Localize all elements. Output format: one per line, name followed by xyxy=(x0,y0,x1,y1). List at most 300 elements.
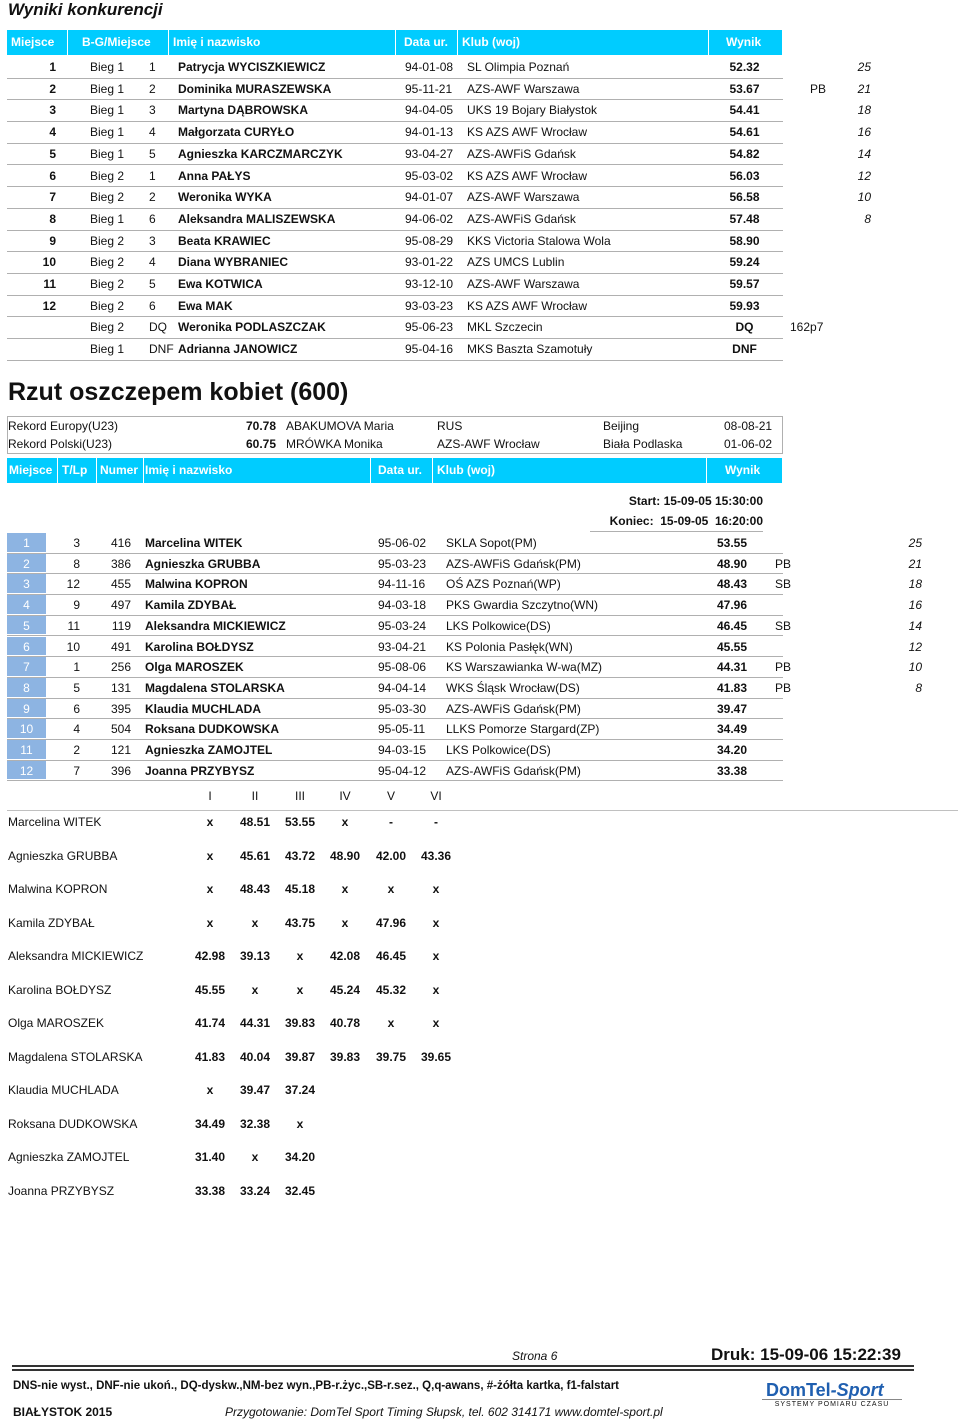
result: 54.61 xyxy=(729,125,760,140)
club: WKS Śląsk Wrocław(DS) xyxy=(446,680,580,695)
page-number: Strona 6 xyxy=(512,1349,558,1363)
tlp: 3 xyxy=(73,536,80,550)
athlete-name: Aleksandra MICKIEWICZ xyxy=(8,949,144,963)
birth-date: 95-08-06 xyxy=(378,660,427,675)
attempt-value: 45.24 xyxy=(329,982,361,997)
athlete-name: Klaudia MUCHLADA xyxy=(8,1083,119,1097)
heat: Bieg 2 xyxy=(90,168,125,183)
col-result: Wynik xyxy=(725,463,761,477)
bib-number: 416 xyxy=(110,536,131,550)
heat-place: 6 xyxy=(149,298,156,313)
bib-number: 121 xyxy=(110,743,131,757)
prepared-by: Przygotowanie: DomTel Sport Timing Słupsk, tel. 602 314171 www.domtel-sport.pl xyxy=(225,1405,663,1419)
place: 2 xyxy=(49,81,56,96)
athlete-name: Dominika MURASZEWSKA xyxy=(178,81,332,96)
attempt-value: x xyxy=(206,1083,214,1097)
place: 9 xyxy=(49,233,56,248)
attempt-value: 45.61 xyxy=(239,848,271,863)
club: SKLA Sopot(PM) xyxy=(446,536,537,550)
athlete-name: Agnieszka GRUBBA xyxy=(8,848,118,863)
attempt-value: 39.75 xyxy=(375,1049,407,1064)
attempt-value: x xyxy=(432,1016,440,1030)
table-row xyxy=(7,79,871,101)
attempt-value: 39.83 xyxy=(284,1016,316,1030)
club: KS AZS AWF Wrocław xyxy=(467,168,588,183)
place: 8 xyxy=(49,211,56,226)
place: 6 xyxy=(49,168,56,183)
table-row xyxy=(7,339,783,361)
col-miejsce: Miejsce xyxy=(7,30,68,55)
attempt-value: x xyxy=(387,882,395,896)
tlp: 11 xyxy=(67,618,80,633)
attempt-value: - xyxy=(389,815,393,829)
tlp: 1 xyxy=(73,660,80,675)
result: 53.67 xyxy=(729,81,760,96)
points: 12 xyxy=(857,168,871,183)
table-row xyxy=(7,740,783,761)
club: LKS Polkowice(DS) xyxy=(446,743,551,757)
bib-number: 455 xyxy=(110,577,131,592)
record-place: Beijing xyxy=(603,419,640,433)
heat-place: 5 xyxy=(149,146,156,161)
athlete-name: Agnieszka GRUBBA xyxy=(145,556,261,571)
attempt-value: x xyxy=(206,848,214,863)
table2-header xyxy=(7,458,782,483)
result: 59.57 xyxy=(729,277,760,291)
club: PKS Gwardia Szczytno(WN) xyxy=(446,598,599,613)
place: 1 xyxy=(49,60,56,74)
col-date: Data ur. xyxy=(371,458,433,483)
attempt-value: 41.74 xyxy=(194,1016,226,1030)
col-date: Data ur. xyxy=(396,30,458,55)
record-club: AZS-AWF Wrocław xyxy=(437,437,540,451)
attempt-value: 46.45 xyxy=(375,949,407,963)
athlete-name: Olga MAROSZEK xyxy=(8,1016,105,1030)
footer-rule xyxy=(12,1365,914,1371)
result: 52.32 xyxy=(729,60,760,74)
table-row xyxy=(7,616,922,637)
points: 8 xyxy=(864,211,871,226)
attempt-header: VI xyxy=(430,789,442,803)
record-date: 08-08-21 xyxy=(724,419,773,433)
attempt-value: 39.47 xyxy=(239,1083,271,1097)
heat-place: 2 xyxy=(149,81,156,96)
record-value: 70.78 xyxy=(245,419,276,433)
table-row xyxy=(7,296,783,318)
note: PB xyxy=(810,81,827,96)
points: 21 xyxy=(857,81,871,96)
birth-date: 93-03-23 xyxy=(405,298,454,313)
tlp: 2 xyxy=(73,743,80,757)
domtel-logo xyxy=(766,1380,884,1401)
result: 58.90 xyxy=(729,233,760,248)
attempt-value: 48.43 xyxy=(239,882,271,896)
heat-place: 3 xyxy=(149,233,156,248)
club: AZS-AWFiS Gdańsk xyxy=(467,211,576,226)
birth-date: 95-11-21 xyxy=(405,81,453,96)
athlete-name: Małgorzata CURYŁO xyxy=(178,125,295,140)
table-row xyxy=(7,595,922,616)
attempt-value: x xyxy=(432,949,440,963)
athlete-name: Ewa KOTWICA xyxy=(178,277,263,291)
attempt-value: 40.04 xyxy=(239,1049,271,1064)
points: 10 xyxy=(857,190,871,205)
bib-number: 131 xyxy=(110,680,131,695)
birth-date: 93-04-21 xyxy=(378,639,427,654)
attempt-value: 47.96 xyxy=(375,915,407,930)
club: AZS-AWF Warszawa xyxy=(467,81,580,96)
heat: Bieg 2 xyxy=(90,320,125,335)
points: 12 xyxy=(908,639,922,654)
club: AZS-AWFiS Gdańsk xyxy=(467,146,576,161)
record-label: Rekord Polski(U23) xyxy=(8,437,113,451)
col-result: Wynik xyxy=(726,35,762,49)
result: 44.31 xyxy=(717,660,748,675)
note: SB xyxy=(775,577,792,592)
club: LLKS Pomorze Stargard(ZP) xyxy=(446,722,600,737)
club: UKS 19 Bojary Białystok xyxy=(467,103,598,118)
table-row xyxy=(7,144,871,166)
place: 4 xyxy=(7,595,46,614)
birth-date: 94-01-08 xyxy=(405,60,454,74)
place: 3 xyxy=(49,103,56,118)
attempt-value: x xyxy=(432,915,440,930)
club: KS AZS AWF Wrocław xyxy=(467,298,588,313)
col-miejsce: Miejsce xyxy=(7,458,58,483)
attempt-value: 33.38 xyxy=(194,1183,226,1198)
birth-date: 93-12-10 xyxy=(405,277,454,291)
birth-date: 95-04-12 xyxy=(378,763,427,778)
divider xyxy=(7,810,958,811)
athlete-name: Kamila ZDYBAŁ xyxy=(8,915,95,930)
attempt-value: 32.38 xyxy=(239,1116,271,1131)
athlete-name: Aleksandra MICKIEWICZ xyxy=(145,618,286,633)
birth-date: 94-01-07 xyxy=(405,190,454,205)
heat-place: DQ xyxy=(149,320,167,335)
place: 11 xyxy=(43,277,56,291)
heat-place: 3 xyxy=(149,103,156,118)
table-row xyxy=(7,231,783,253)
place: 10 xyxy=(7,719,46,738)
table-row xyxy=(7,187,871,209)
attempt-value: 48.51 xyxy=(239,815,271,829)
attempt-value: x xyxy=(251,1150,259,1164)
points: 10 xyxy=(908,660,922,675)
place: 11 xyxy=(7,740,46,759)
place: 5 xyxy=(49,146,56,161)
tlp: 9 xyxy=(73,598,80,613)
result: 47.96 xyxy=(717,598,748,613)
points: 18 xyxy=(908,577,922,592)
club: SL Olimpia Poznań xyxy=(467,60,570,74)
heat: Bieg 1 xyxy=(90,103,125,118)
birth-date: 95-03-30 xyxy=(378,701,427,716)
attempt-value: 44.31 xyxy=(239,1016,271,1030)
place: 6 xyxy=(7,637,46,656)
attempt-value: 39.87 xyxy=(284,1049,316,1064)
result: 54.82 xyxy=(729,146,760,161)
result: 39.47 xyxy=(717,701,748,716)
result: DQ xyxy=(735,320,754,335)
athlete-name: Weronika PODLASZCZAK xyxy=(178,320,326,335)
city-year: BIAŁYSTOK 2015 xyxy=(13,1405,113,1419)
record-club: RUS xyxy=(437,419,463,433)
attempt-value: 45.55 xyxy=(194,982,226,997)
attempt-value: x xyxy=(296,949,304,963)
athlete-name: Joanna PRZYBYSZ xyxy=(8,1183,115,1198)
club: AZS-AWF Warszawa xyxy=(467,277,580,291)
note: 162p7 xyxy=(790,320,824,335)
record-label: Rekord Europy(U23) xyxy=(8,419,119,433)
heat: Bieg 1 xyxy=(90,81,125,96)
col-bg: B-G/Miejsce xyxy=(68,30,169,55)
points: 16 xyxy=(857,125,871,140)
result: 34.49 xyxy=(717,722,748,737)
attempt-value: x xyxy=(341,915,349,930)
table-row xyxy=(7,574,922,595)
result: 46.45 xyxy=(717,618,748,633)
note: PB xyxy=(775,680,792,695)
athlete-name: Martyna DĄBROWSKA xyxy=(178,103,309,118)
attempt-header: III xyxy=(294,789,305,803)
attempt-value: 41.83 xyxy=(194,1049,226,1064)
birth-date: 94-03-15 xyxy=(378,743,427,757)
heat-place: 1 xyxy=(149,60,156,74)
attempt-value: x xyxy=(296,1116,304,1131)
club: KKS Victoria Stalowa Wola xyxy=(467,233,611,248)
heat: Bieg 1 xyxy=(90,342,125,357)
birth-date: 93-01-22 xyxy=(405,255,454,270)
page-title: Wyniki konkurencji xyxy=(8,0,163,19)
heat: Bieg 1 xyxy=(90,211,125,226)
birth-date: 94-06-02 xyxy=(405,211,454,226)
attempt-value: 42.08 xyxy=(329,949,361,963)
athlete-name: Joanna PRZYBYSZ xyxy=(145,763,255,778)
athlete-name: Adrianna JANOWICZ xyxy=(178,342,298,357)
heat: Bieg 2 xyxy=(90,298,125,313)
start-time: Start: 15-09-05 15:30:00 xyxy=(628,494,763,508)
club: MKL Szczecin xyxy=(467,320,543,335)
col-tlp: T/Lp xyxy=(58,458,97,483)
col-club: Klub (woj) xyxy=(458,30,709,55)
place: 7 xyxy=(7,657,46,676)
note: PB xyxy=(775,556,792,571)
heat: Bieg 2 xyxy=(90,190,125,205)
attempt-header: I xyxy=(208,789,212,803)
result: 56.58 xyxy=(729,190,760,205)
points: 25 xyxy=(857,60,871,74)
athlete-name: Ewa MAK xyxy=(178,298,233,313)
place: 9 xyxy=(7,699,46,718)
bib-number: 256 xyxy=(110,660,131,675)
bib-number: 491 xyxy=(110,639,131,654)
attempt-value: 43.36 xyxy=(420,848,452,863)
attempt-value: x xyxy=(206,915,214,930)
section-title: Rzut oszczepem kobiet (600) xyxy=(8,378,349,406)
attempt-value: 34.20 xyxy=(284,1150,316,1164)
birth-date: 94-04-14 xyxy=(378,680,427,695)
tlp: 12 xyxy=(66,577,80,592)
attempt-value: x xyxy=(432,882,440,896)
table-row xyxy=(7,719,783,740)
points: 16 xyxy=(908,598,922,613)
legend: DNS-nie wyst., DNF-nie ukoń., DQ-dyskw.,NM-bez wyn.,PB-r.życ.,SB-r.sez., Q,q-awans, #-żółta kartka, f1-falstart xyxy=(13,1380,620,1392)
table-row xyxy=(7,678,922,699)
result: 45.55 xyxy=(717,639,748,654)
table-row xyxy=(7,274,783,296)
club: KS Warszawianka W-wa(MZ) xyxy=(446,660,603,675)
athlete-name: Karolina BOŁDYSZ xyxy=(145,639,254,654)
athlete-name: Diana WYBRANIEC xyxy=(178,255,289,270)
attempt-value: 45.32 xyxy=(375,982,407,997)
club: AZS-AWF Warszawa xyxy=(467,190,580,205)
table-row xyxy=(7,57,871,79)
birth-date: 95-03-02 xyxy=(405,168,454,183)
heat-place: DNF xyxy=(149,342,174,357)
note: SB xyxy=(775,618,792,633)
note: PB xyxy=(775,660,792,675)
heat: Bieg 1 xyxy=(90,146,125,161)
result: 34.20 xyxy=(717,743,748,757)
birth-date: 95-04-16 xyxy=(405,342,454,357)
heat: Bieg 1 xyxy=(90,125,125,140)
result: 41.83 xyxy=(717,680,748,695)
attempt-value: 34.49 xyxy=(194,1116,226,1131)
place: 12 xyxy=(42,298,56,313)
table-row xyxy=(7,100,871,122)
place: 2 xyxy=(7,554,46,573)
tlp: 5 xyxy=(73,680,80,695)
col-numer: Numer xyxy=(97,458,144,483)
table-row xyxy=(7,533,922,554)
tlp: 7 xyxy=(73,763,80,778)
birth-date: 94-01-13 xyxy=(405,125,454,140)
heat-place: 4 xyxy=(149,125,156,140)
attempt-value: x xyxy=(206,815,214,829)
birth-date: 95-06-23 xyxy=(405,320,454,335)
club: MKS Baszta Szamotuły xyxy=(467,342,593,357)
records-box xyxy=(7,416,783,454)
bib-number: 396 xyxy=(110,763,131,778)
place: 5 xyxy=(7,616,46,635)
athlete-name: Magdalena STOLARSKA xyxy=(145,680,285,695)
attempt-value: 42.98 xyxy=(194,949,226,963)
attempt-value: 48.90 xyxy=(329,848,361,863)
club: AZS-AWFiS Gdańsk(PM) xyxy=(446,763,581,778)
result: 57.48 xyxy=(729,211,760,226)
club: AZS-AWFiS Gdańsk(PM) xyxy=(446,701,581,716)
attempt-value: 53.55 xyxy=(284,815,316,829)
athlete-name: Anna PAŁYS xyxy=(178,168,251,183)
attempt-value: 32.45 xyxy=(284,1183,316,1198)
attempt-header: IV xyxy=(339,789,351,803)
result: 48.43 xyxy=(717,577,748,592)
athlete-name: Marcelina WITEK xyxy=(145,536,243,550)
club: KS AZS AWF Wrocław xyxy=(467,125,588,140)
athlete-name: Beata KRAWIEC xyxy=(178,233,271,248)
heat-place: 5 xyxy=(149,277,156,291)
attempt-value: 39.65 xyxy=(420,1049,452,1064)
attempt-value: x xyxy=(296,982,304,997)
heat-place: 4 xyxy=(149,255,156,270)
bib-number: 395 xyxy=(110,701,131,716)
attempt-value: x xyxy=(251,982,259,997)
table-row xyxy=(7,761,783,782)
place: 12 xyxy=(7,761,46,780)
print-time: Druk: 15-09-06 15:22:39 xyxy=(711,1345,901,1364)
attempt-header: V xyxy=(386,789,395,803)
athlete-name: Malwina KOPRON xyxy=(8,882,108,896)
table-row xyxy=(7,166,871,188)
club: AZS UMCS Lublin xyxy=(467,255,565,270)
result: 53.55 xyxy=(717,536,748,550)
attempt-value: 43.75 xyxy=(284,915,316,930)
attempt-header: II xyxy=(251,789,259,803)
tlp: 6 xyxy=(73,701,80,716)
athlete-name: Roksana DUDKOWSKA xyxy=(8,1116,138,1131)
birth-date: 95-08-29 xyxy=(405,233,454,248)
heat: Bieg 1 xyxy=(90,60,125,74)
attempt-value: 45.18 xyxy=(284,882,316,896)
col-name: Imię i nazwisko xyxy=(169,30,396,55)
heat-place: 6 xyxy=(149,211,156,226)
end-time: Koniec: 15-09-05 16:20:00 xyxy=(609,514,763,528)
attempt-value: 37.24 xyxy=(284,1083,316,1097)
table-row xyxy=(7,637,922,658)
athlete-name: Agnieszka KARCZMARCZYK xyxy=(178,146,343,161)
athlete-name: Malwina KOPRON xyxy=(145,577,248,592)
attempt-value: 43.72 xyxy=(284,848,316,863)
athlete-name: Kamila ZDYBAŁ xyxy=(145,598,237,613)
athlete-name: Karolina BOŁDYSZ xyxy=(8,982,112,997)
birth-date: 94-04-05 xyxy=(405,103,454,118)
club: AZS-AWFiS Gdańsk(PM) xyxy=(446,556,581,571)
club: LKS Polkowice(DS) xyxy=(446,618,551,633)
table-row xyxy=(7,122,871,144)
points: 14 xyxy=(857,146,871,161)
bib-number: 386 xyxy=(110,556,131,571)
result: 48.90 xyxy=(717,556,748,571)
birth-date: 93-04-27 xyxy=(405,146,454,161)
attempt-value: x xyxy=(432,982,440,997)
bib-number: 119 xyxy=(111,618,131,633)
place: 10 xyxy=(42,255,56,270)
attempt-value: - xyxy=(434,815,438,829)
points: 21 xyxy=(908,556,922,571)
col-club: Klub (woj) xyxy=(433,458,707,483)
tlp: 10 xyxy=(66,639,80,654)
table-row xyxy=(7,657,922,678)
attempt-value: x xyxy=(251,915,259,930)
birth-date: 95-06-02 xyxy=(378,536,427,550)
tlp: 4 xyxy=(73,722,80,737)
col-name: Imię i nazwisko xyxy=(144,458,371,483)
place: 7 xyxy=(49,190,56,205)
attempt-value: x xyxy=(206,882,214,896)
result: 33.38 xyxy=(717,763,748,778)
attempt-value: 39.83 xyxy=(329,1049,361,1064)
result: 59.93 xyxy=(729,298,760,313)
result: 56.03 xyxy=(729,168,760,183)
bib-number: 497 xyxy=(110,598,131,613)
birth-date: 94-11-16 xyxy=(378,577,426,592)
heat: Bieg 2 xyxy=(90,233,125,248)
attempt-value: 40.78 xyxy=(329,1016,361,1030)
place: 8 xyxy=(7,678,46,697)
attempt-value: x xyxy=(341,815,349,829)
result: DNF xyxy=(732,342,757,357)
points: 18 xyxy=(857,103,871,118)
